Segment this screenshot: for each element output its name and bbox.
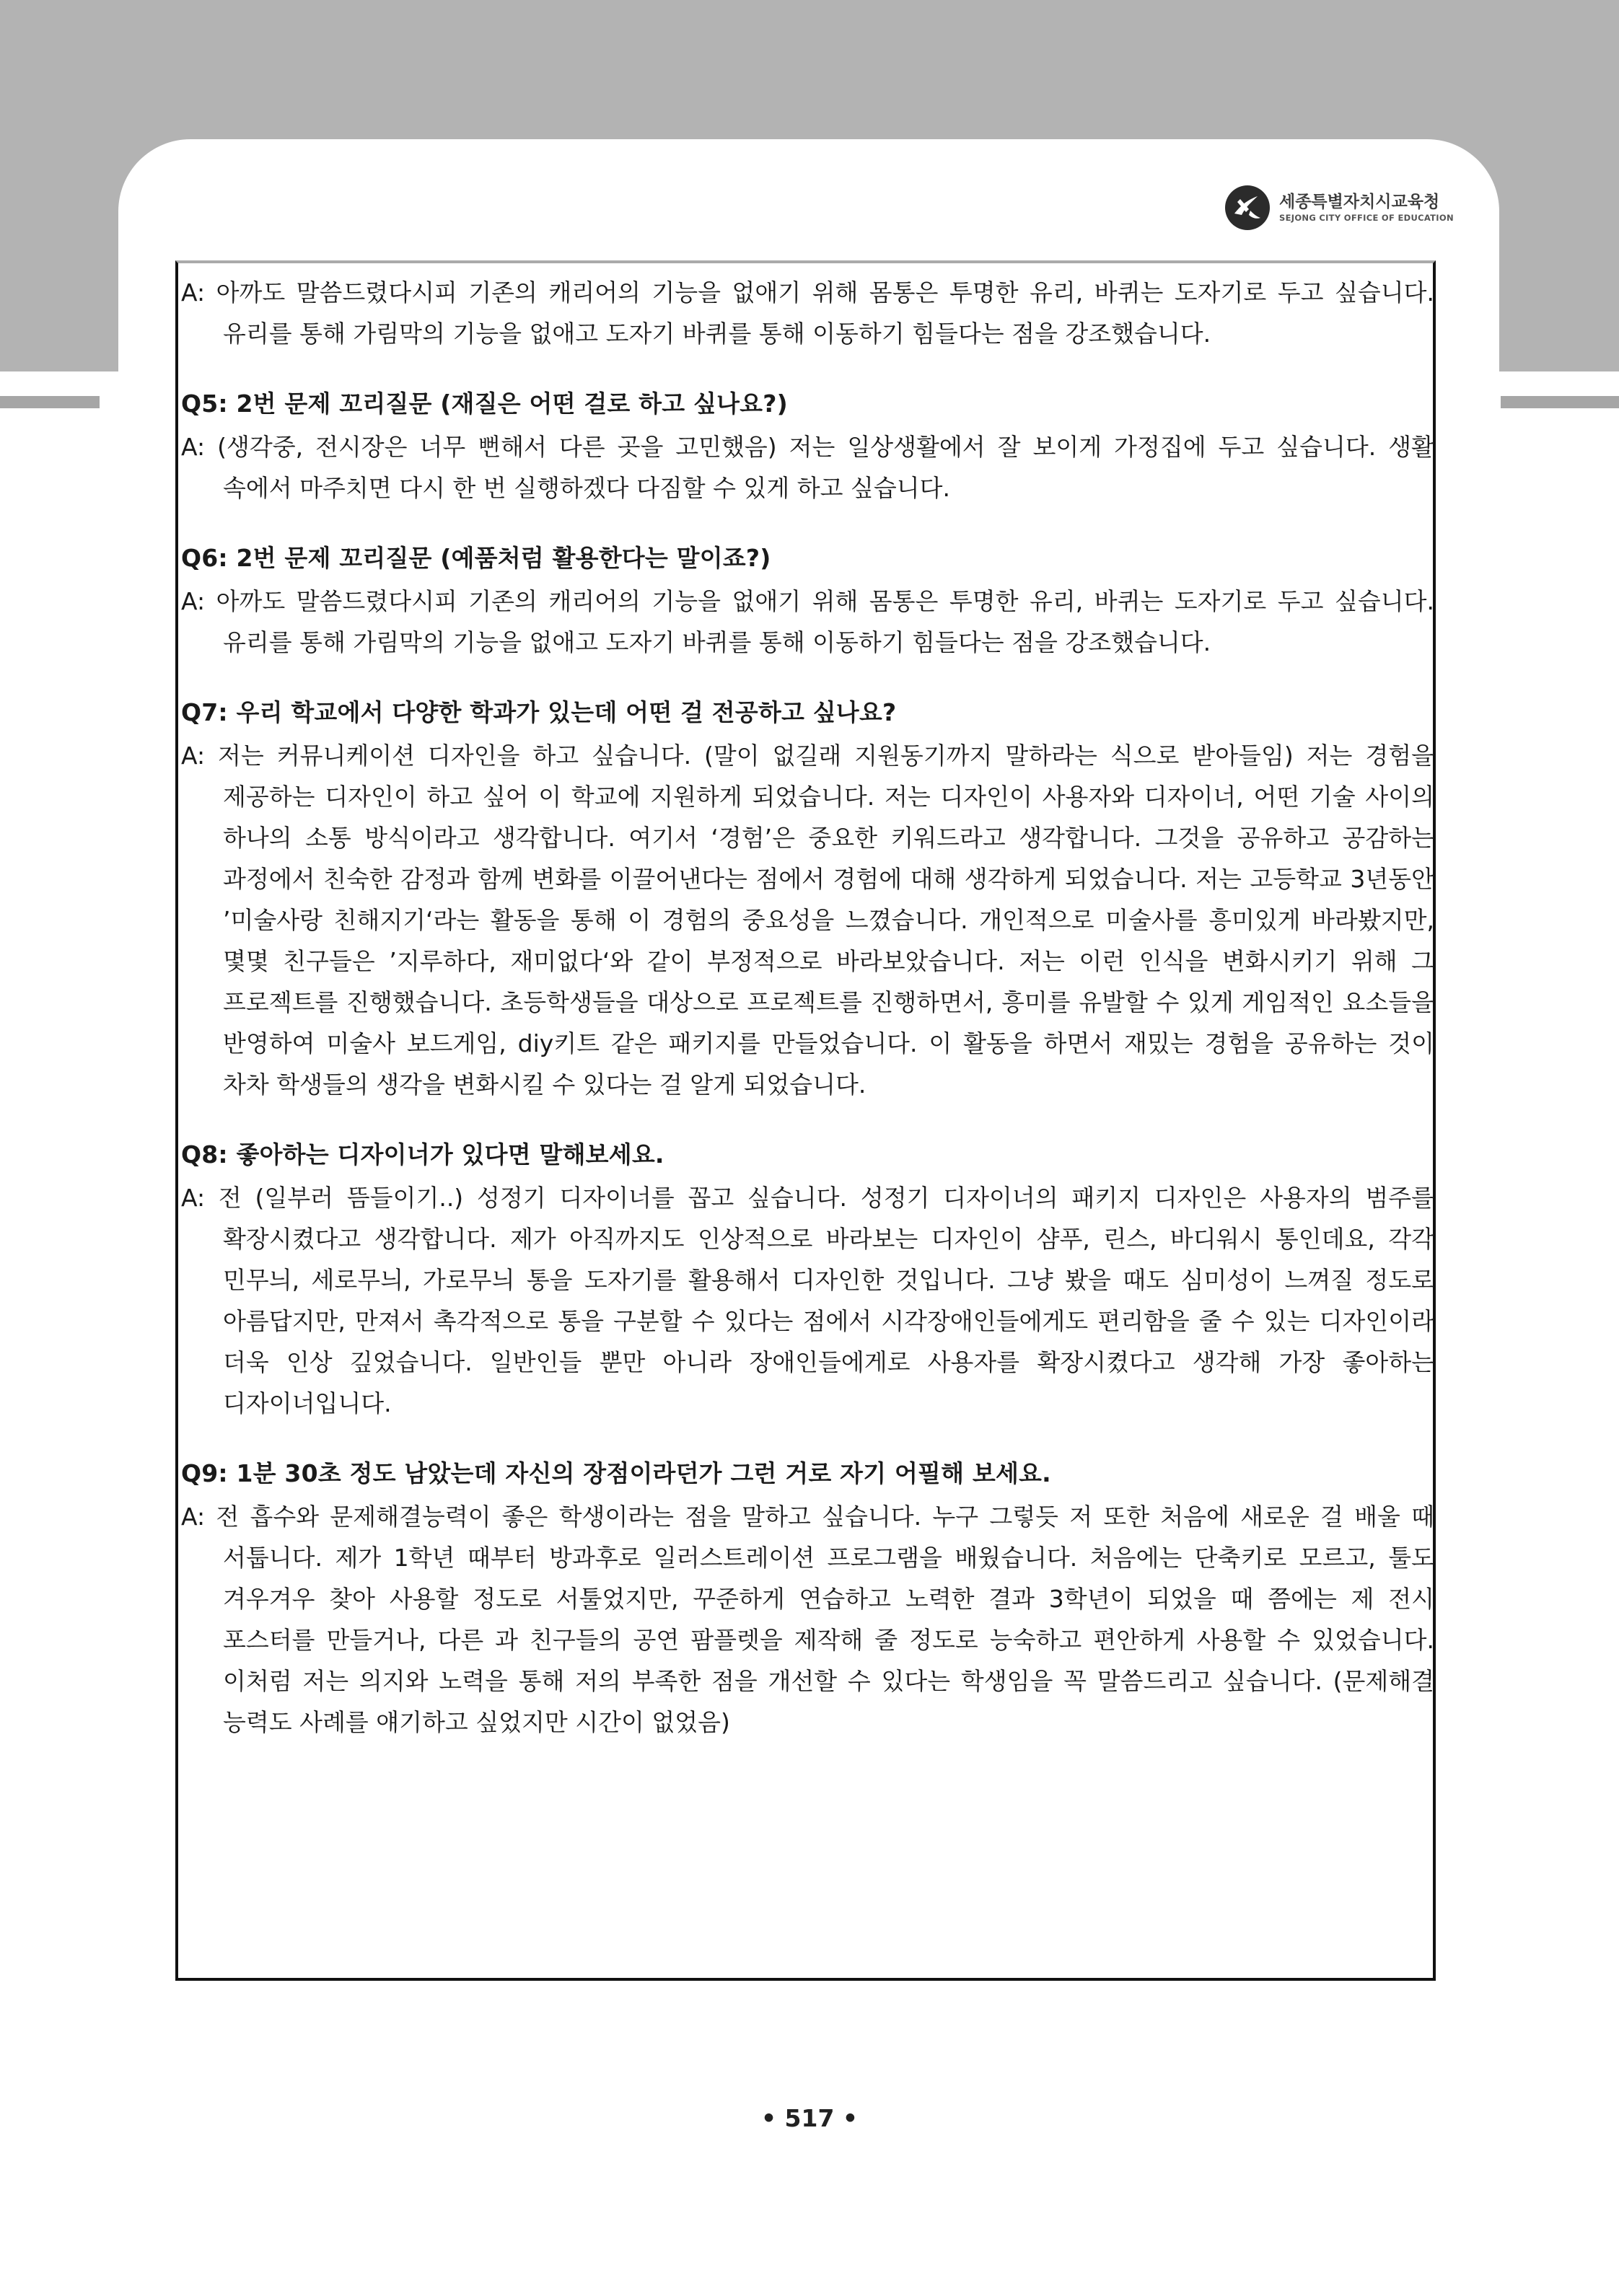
org-subtitle: SEJONG CITY OFFICE OF EDUCATION bbox=[1279, 213, 1454, 223]
question-q9: Q9: 1분 30초 정도 남았는데 자신의 장점이라던가 그런 거로 자기 어필해 보세요. bbox=[181, 1459, 1051, 1487]
sejong-emblem-icon bbox=[1224, 185, 1271, 231]
left-decorative-stripe bbox=[0, 396, 100, 408]
logo-text bbox=[1279, 192, 1454, 224]
qa-content bbox=[181, 272, 1436, 1743]
question-q5: Q5: 2번 문제 꼬리질문 (재질은 어떤 걸로 하고 싶나요?) bbox=[181, 390, 788, 418]
question-q8: Q8: 좋아하는 디자이너가 있다면 말해보세요. bbox=[181, 1140, 664, 1169]
question-q7: Q7: 우리 학교에서 다양한 학과가 있는데 어떤 걸 전공하고 싶나요? bbox=[181, 698, 897, 726]
answer-q9: A: 전 흡수와 문제해결능력이 좋은 학생이라는 점을 말하고 싶습니다. 누구 그렇듯 저 또한 처음에 새로운 걸 배울 때 서툽니다. 제가 1학년 때부터 방과후로 일러스트레이션 프로그램을 배웠습니다. 처음에는 단축키로 모르고, 툴도 겨우겨우 찾아 사용할 정도로 서툴었지만, 꾸준하게 연습하고 노력한 결과 3학년이 되었을 때 쯤에는 제 전시 포스터를 만들거나, 다른 과 친구들의 공연 팜플렛을 제작해 줄 정도로 능숙하고 편안하게 사용할 수 있었습니다. 이처럼 저는 의지와 노력을 통해 저의 부족한 점을 개선할 수 있다는 학생임을 꼭 말씀드리고 싶습니다. (문제해결 능력도 사례를 얘기하고 싶었지만 시간이 없었음) bbox=[181, 1503, 1434, 1736]
answer-continued: A: 아까도 말씀드렸다시피 기존의 캐리어의 기능을 없애기 위해 몸통은 투명한 유리, 바퀴는 도자기로 두고 싶습니다. 유리를 통해 가림막의 기능을 없애고 도자기 바퀴를 통해 이동하기 힘들다는 점을 강조했습니다. bbox=[181, 278, 1434, 348]
answer-q7: A: 저는 커뮤니케이션 디자인을 하고 싶습니다. (말이 없길래 지원동기까지 말하라는 식으로 받아들임) 저는 경험을 제공하는 디자인이 하고 싶어 이 학교에 지원하게 되었습니다. 저는 디자인이 사용자와 디자이너, 어떤 기술 사이의 하나의 소통 방식이라고 생각합니다. 여기서 ‘경험’은 중요한 키워드라고 생각합니다. 그것을 공유하고 공감하는 과정에서 친숙한 감정과 함께 변화를 이끌어낸다는 점에서 경험에 대해 생각하게 되었습니다. 저는 고등학교 3년동안 ’미술사랑 친해지기‘라는 활동을 통해 이 경험의 중요성을 느꼈습니다. 개인적으로 미술사를 흥미있게 바라봤지만, 몇몇 친구들은 ’지루하다, 재미없다‘와 같이 부정적으로 바라보았습니다. 저는 이런 인식을 변화시키기 위해 그 프로젝트를 진행했습니다. 초등학생들을 대상으로 프로젝트를 진행하면서, 흥미를 유발할 수 있게 게임적인 요소들을 반영하여 미술사 보드게임, diy키트 같은 패키지를 만들었습니다. 이 활동을 하면서 재밌는 경험을 공유하는 것이 차차 학생들의 생각을 변화시킬 수 있다는 걸 알게 되었습니다. bbox=[181, 742, 1434, 1099]
interview-qa-box bbox=[175, 260, 1436, 1981]
office-logo bbox=[1224, 184, 1454, 232]
right-decorative-stripe bbox=[1501, 396, 1619, 408]
page-number: • 517 • bbox=[760, 2104, 859, 2132]
question-q6: Q6: 2번 문제 꼬리질문 (예품처럼 활용한다는 말이죠?) bbox=[181, 544, 771, 572]
answer-q6: A: 아까도 말씀드렸다시피 기존의 캐리어의 기능을 없애기 위해 몸통은 투명한 유리, 바퀴는 도자기로 두고 싶습니다. 유리를 통해 가림막의 기능을 없애고 도자기 바퀴를 통해 이동하기 힘들다는 점을 강조했습니다. bbox=[181, 587, 1434, 656]
org-name: 세종특별자치시교육청 bbox=[1279, 193, 1440, 211]
answer-q8: A: 전 (일부러 뜸들이기..) 성정기 디자이너를 꼽고 싶습니다. 성정기 디자이너의 패키지 디자인은 사용자의 범주를 확장시켰다고 생각합니다. 제가 아직까지도 인상적으로 바라보는 디자인이 샴푸, 린스, 바디워시 통인데요, 각각 민무늬, 세로무늬, 가로무늬 통을 도자기를 활용해서 디자인한 것입니다. 그냥 봤을 때도 심미성이 느껴질 정도로 아름답지만, 만져서 촉각적으로 통을 구분할 수 있다는 점에서 시각장애인들에게도 편리함을 줄 수 있는 디자인이라 더욱 인상 깊었습니다. 일반인들 뿐만 아니라 장애인들에게로 사용자를 확장시켰다고 생각해 가장 좋아하는 디자이너입니다. bbox=[181, 1184, 1434, 1417]
answer-q5: A: (생각중, 전시장은 너무 뻔해서 다른 곳을 고민했음) 저는 일상생활에서 잘 보이게 가정집에 두고 싶습니다. 생활 속에서 마주치면 다시 한 번 실행하겠다 다짐할 수 있게 하고 싶습니다. bbox=[181, 433, 1434, 502]
